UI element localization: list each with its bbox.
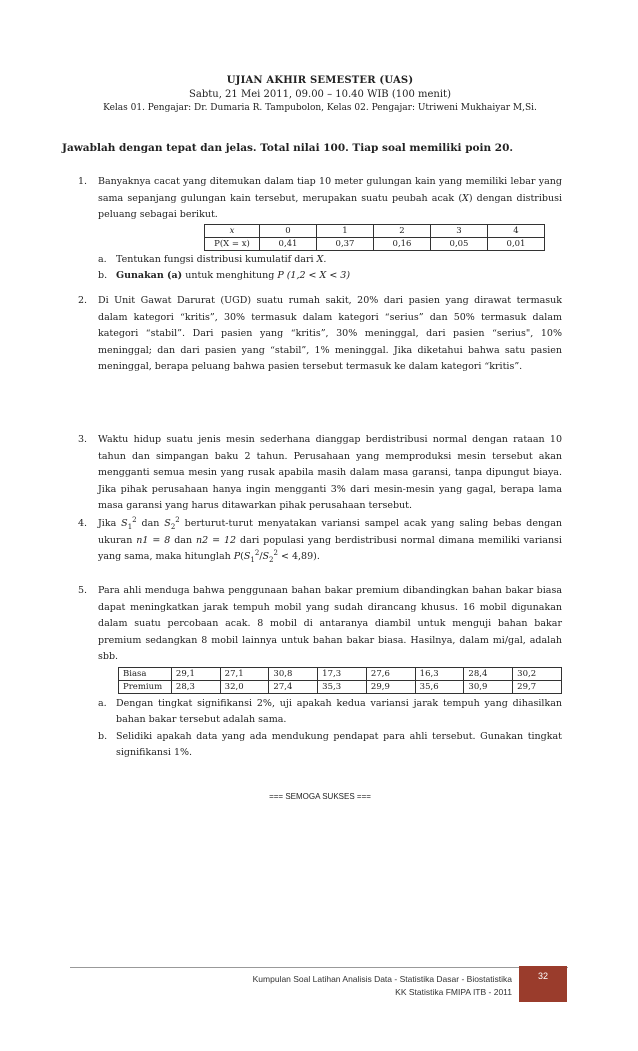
table-row — [119, 680, 562, 693]
footer-line-1: Kumpulan Soal Latihan Analisis Data - Statistika Dasar - Biostatistika — [252, 974, 512, 984]
table-cell: 1 — [317, 224, 374, 237]
table-cell: 29,1 — [171, 667, 220, 680]
subquestion-a: a. Dengan tingkat signifikansi 2%, uji apakah kedua variansi jarak tempuh yang dihasilkan bahan bakar tersebut adalah sama. — [98, 697, 562, 725]
table-cell: 32,0 — [220, 680, 269, 693]
exam-date: Sabtu, 21 Mei 2011, 09.00 – 10.40 WIB (100 menit) — [189, 89, 451, 100]
question-text: Jika $S_1^2$ dan $S_2^2$ berturut-turut menyatakan variansi sampel acak yang saling bebas dengan ukuran n1 = 8 dan n2 = 12 dari populasi yang berdistribusi normal dimana memiliki variansi yang sama, maka hitunglah $P(S_1^2/S_2^2 < 4,89)$. — [98, 515, 562, 564]
probability-table — [204, 224, 545, 251]
question-text: Banyaknya cacat yang ditemukan dalam tiap 10 meter gulungan kain yang memiliki lebar yang sama sepanjang gulungan kain tersebut, merupakan suatu peubah acak (X) dengan distribusi peluang sebagai berikut. — [98, 176, 562, 220]
table-cell: 30,9 — [464, 680, 513, 693]
table-cell: 17,3 — [318, 667, 367, 680]
fuel-data-table — [118, 667, 562, 694]
table-cell: 28,4 — [464, 667, 513, 680]
table-row — [119, 667, 562, 680]
question-1 — [78, 174, 562, 285]
table-cell: 0 — [260, 224, 317, 237]
question-text: Waktu hidup suatu jenis mesin sederhana dianggap berdistribusi normal dengan rataan 10 tahun dan simpangan baku 2 tahun. Perusahaan yang memproduksi mesin tersebut akan mengganti semua mesin yang rusak apabila masih dalam masa garansi, tanpa dipungut biaya. Jika pihak perusahaan hanya ingin mengganti 3% dari mesin-mesin yang gagal, berapa lama masa garansi yang harus ditawarkan pihak perusahaan tersebut. — [98, 434, 562, 511]
question-number: 1. — [78, 176, 88, 187]
table-cell: 0,01 — [488, 237, 545, 250]
instruction: Jawablah dengan tepat dan jelas. Total nilai 100. Tiap soal memiliki poin 20. — [62, 142, 514, 154]
table-cell: 27,1 — [220, 667, 269, 680]
question-number: 2. — [78, 295, 88, 306]
table-cell: 2 — [374, 224, 431, 237]
table-cell: 0,16 — [374, 237, 431, 250]
table-cell: 29,9 — [366, 680, 415, 693]
table-cell: Premium — [119, 680, 172, 693]
subquestion-b: b. Gunakan (a) untuk menghitung P (1,2 < X < 3) — [98, 270, 351, 281]
question-number: 3. — [78, 434, 88, 445]
table-cell: 0,05 — [431, 237, 488, 250]
table-cell: 29,7 — [513, 680, 562, 693]
table-cell: 35,6 — [415, 680, 464, 693]
table-row — [205, 237, 545, 250]
table-row — [205, 224, 545, 237]
footer-text — [253, 973, 512, 999]
table-cell: Biasa — [119, 667, 172, 680]
exam-classes: Kelas 01. Pengajar: Dr. Dumaria R. Tampubolon, Kelas 02. Pengajar: Utriweni Mukhaiyar M,Si. — [103, 103, 537, 113]
table-cell: 27,6 — [366, 667, 415, 680]
table-cell: 3 — [431, 224, 488, 237]
question-3 — [78, 432, 562, 515]
footer-line-2: KK Statistika FMIPA ITB - 2011 — [395, 987, 512, 997]
question-number: 4. — [78, 518, 88, 529]
question-2 — [78, 293, 562, 376]
table-cell: 30,8 — [269, 667, 318, 680]
question-4 — [78, 516, 562, 566]
closing-text: === SEMOGA SUKSES === — [269, 792, 371, 801]
question-text: Di Unit Gawat Darurat (UGD) suatu rumah sakit, 20% dari pasien yang dirawat termasuk dalam kategori “kritis”, 30% termasuk dalam kategori “serius” dan 50% termasuk dalam kategori “stabil”. Dari pasien yang “kritis”, 30% meninggal, dari pasien “serius", 10% meninggal; dan dari pasien yang “stabil”, 1% meninggal. Jika diketahui bahwa satu pasien meninggal, berapa peluang bahwa pasien tersebut termasuk ke dalam kategori “kritis”. — [98, 295, 562, 372]
table-cell: 0,37 — [317, 237, 374, 250]
subquestion-a: a. Tentukan fungsi distribusi kumulatif dari X. — [98, 253, 327, 265]
table-cell: 30,2 — [513, 667, 562, 680]
table-cell: x — [205, 224, 260, 237]
exam-title: UJIAN AKHIR SEMESTER (UAS) — [226, 75, 414, 86]
question-5 — [78, 583, 562, 762]
subquestion-b: b. Selidiki apakah data yang ada mendukung pendapat para ahli tersebut. Gunakan tingkat signifikansi 1%. — [98, 730, 562, 758]
table-cell: 27,4 — [269, 680, 318, 693]
footer-divider — [70, 967, 568, 968]
question-text: Para ahli menduga bahwa penggunaan bahan bakar premium dibandingkan bahan bakar biasa dapat meningkatkan jarak tempuh mobil yang sudah dirancang khusus. 16 mobil digunakan dalam suatu percobaan acak. 8 mobil di antaranya diambil untuk menguji bahan bakar premium sedangkan 8 mobil lainnya untuk bahan bakar biasa. Hasilnya, dalam mi/gal, adalah sbb. — [98, 585, 562, 662]
table-cell: 35,3 — [318, 680, 367, 693]
table-cell: 28,3 — [171, 680, 220, 693]
table-cell: 0,41 — [260, 237, 317, 250]
question-number: 5. — [78, 585, 88, 596]
table-cell: 16,3 — [415, 667, 464, 680]
page-number: 32 — [519, 966, 567, 1002]
table-cell: P(X = x) — [205, 237, 260, 250]
table-cell: 4 — [488, 224, 545, 237]
